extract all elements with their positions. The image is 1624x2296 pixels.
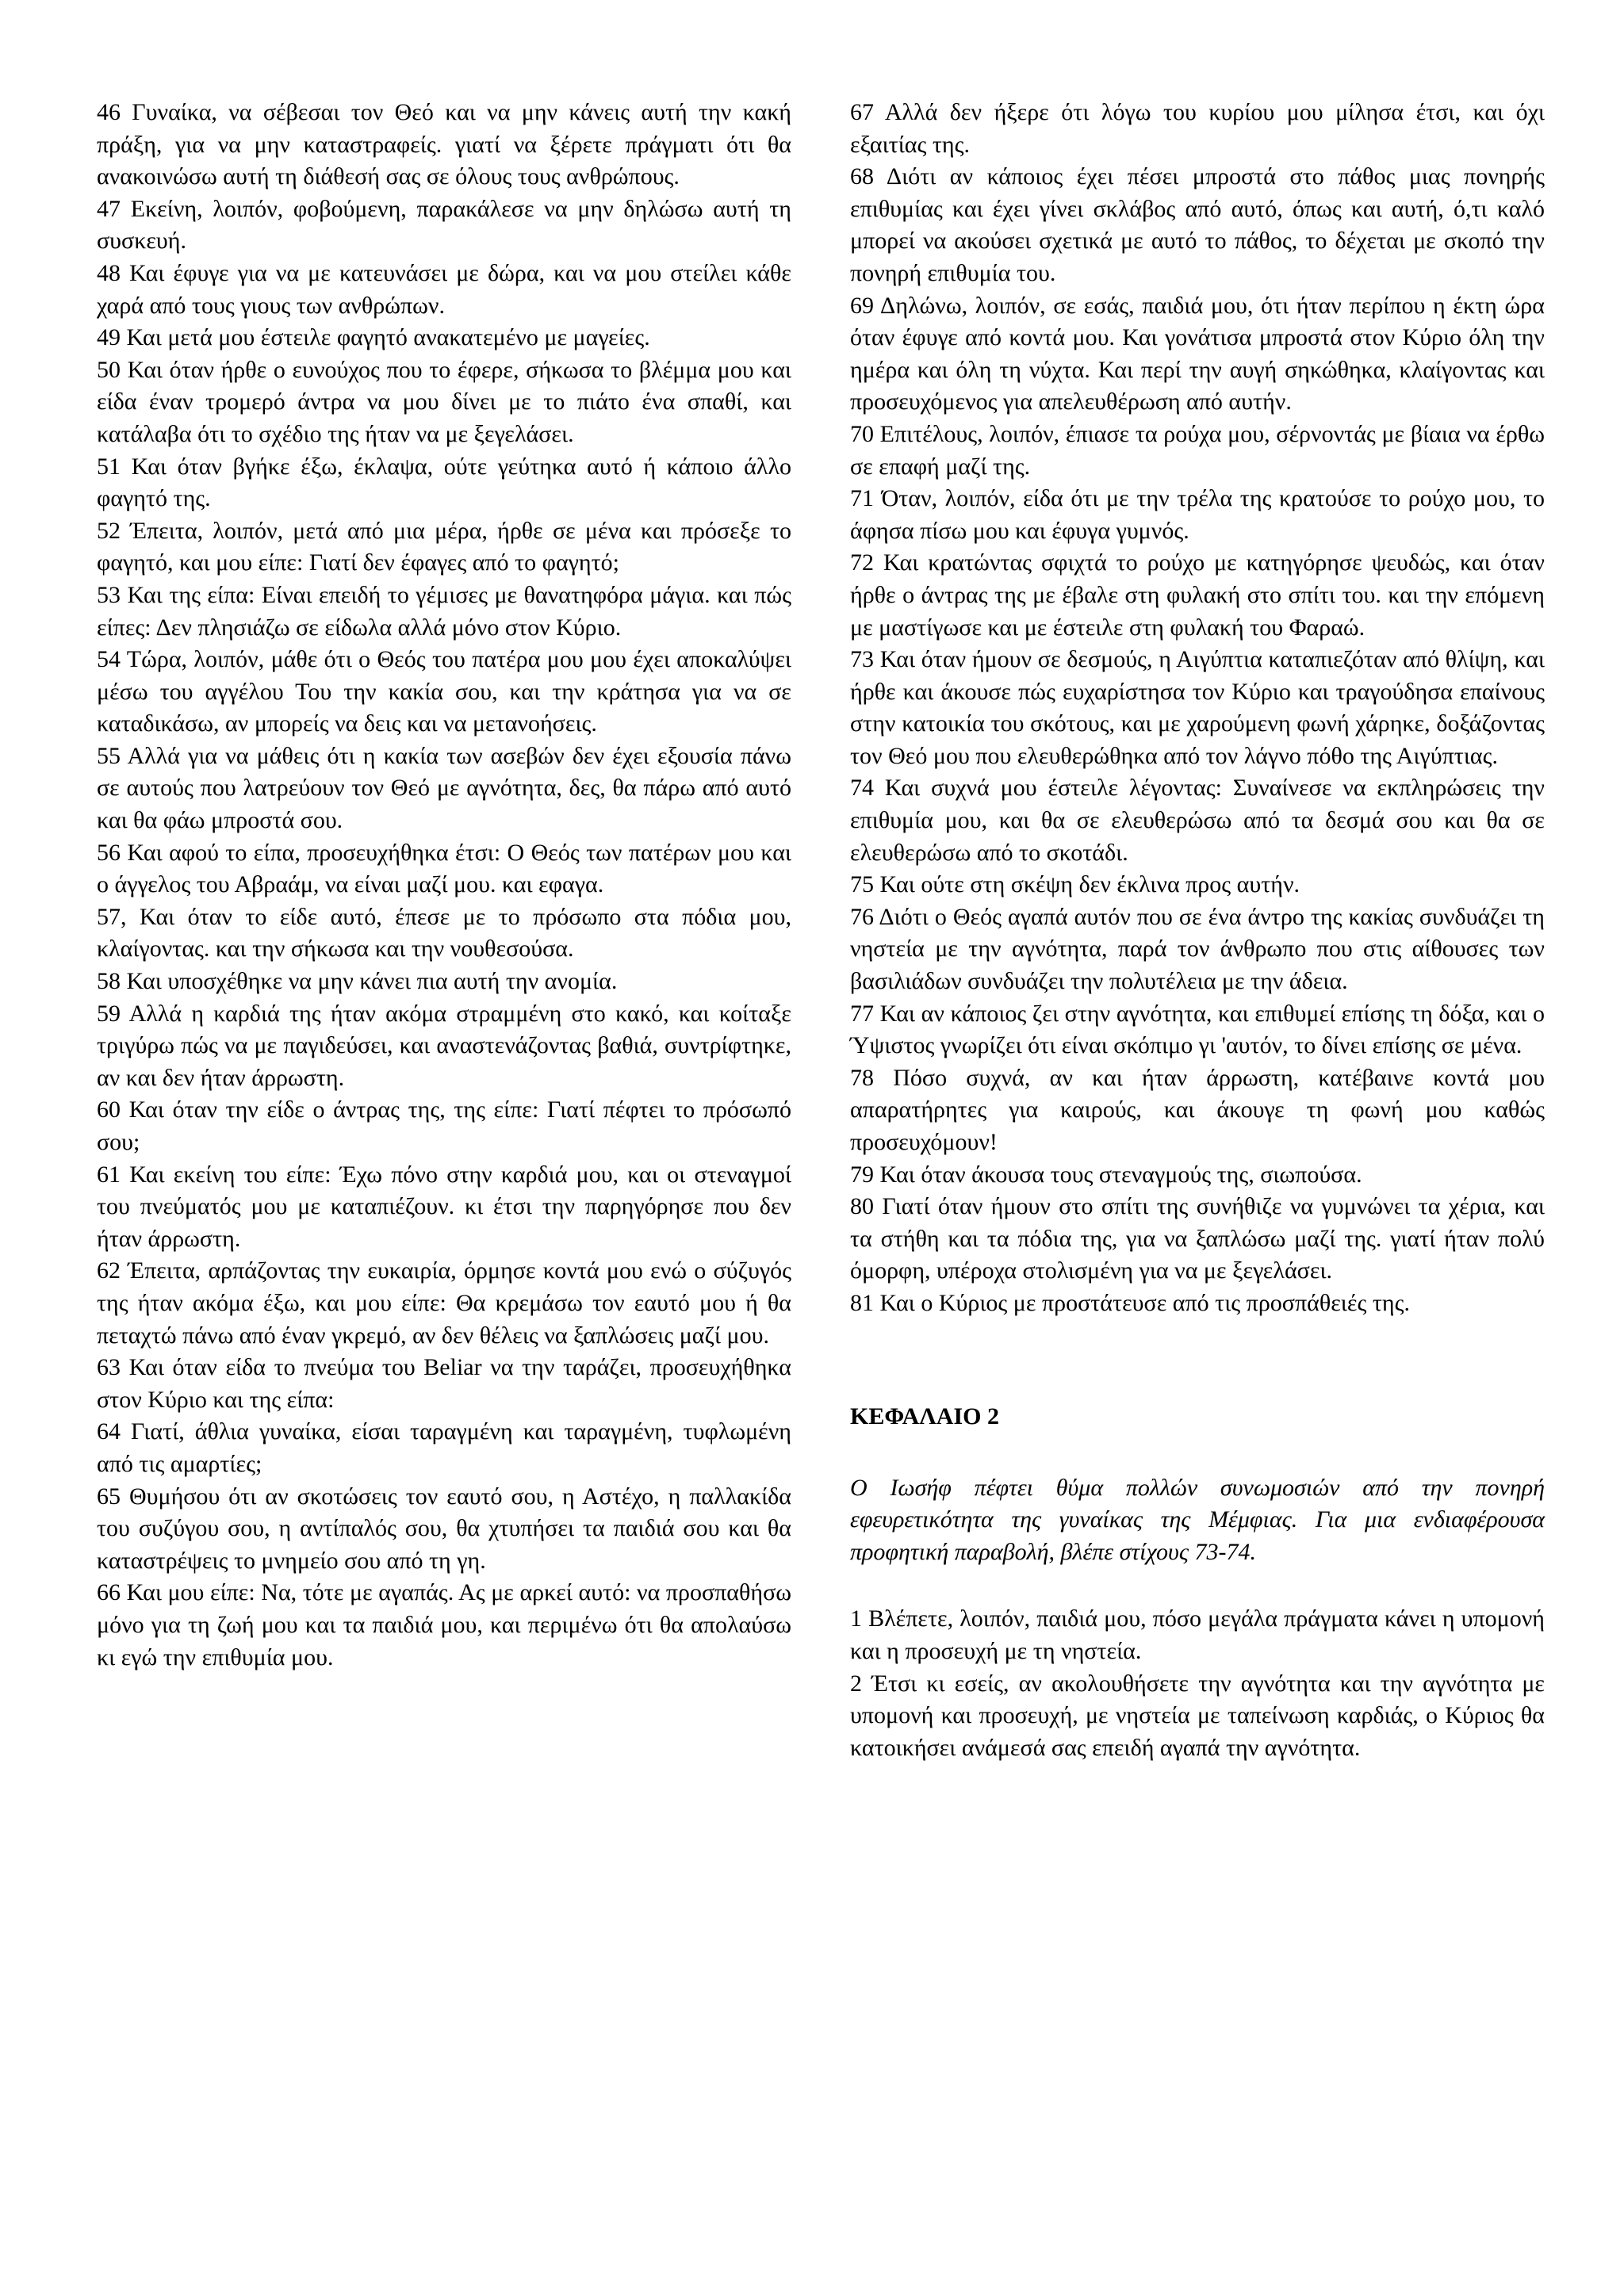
verse-64: 64 Γιατί, άθλια γυναίκα, είσαι ταραγμένη και ταραγμένη, τυφλωμένη από τις αμαρτίες; <box>97 1418 791 1477</box>
verse-57: 57, Και όταν το είδε αυτό, έπεσε με το πρόσωπο στα πόδια μου, κλαίγοντας. και την σήκωσα και την νουθεσούσα. <box>97 903 791 962</box>
verse-56: 56 Και αφού το είπα, προσευχήθηκα έτσι: Ο Θεός των πατέρων μου και ο άγγελος του Αβραάμ, να είναι μαζί μου. και εφαγα. <box>97 839 791 898</box>
chapter-verse-2: 2 Έτσι κι εσείς, αν ακολουθήσετε την αγνότητα και την αγνότητα με υπομονή και προσευχή, με νηστεία με ταπείνωση καρδιάς, ο Κύριος θα κατοικήσει ανάμεσά σας επειδή αγαπά την αγνότητα. <box>850 1670 1545 1761</box>
verse-50: 50 Και όταν ήρθε ο ευνούχος που το έφερε, σήκωσα το βλέμμα μου και είδα έναν τρομερό άντρα να μου δίνει με το πιάτο ένα σπαθί, και κατάλαβα ότι το σχέδιο της ήταν να με ξεγελάσει. <box>97 356 791 447</box>
verse-80: 80 Γιατί όταν ήμουν στο σπίτι της συνήθιζε να γυμνώνει τα χέρια, και τα στήθη και τα πόδια της, για να ξαπλώσω μαζί της. γιατί ήταν πολύ όμορφη, υπέροχα στολισμένη για να με ξεγελάσει. <box>850 1193 1545 1284</box>
verse-72: 72 Και κρατώντας σφιχτά το ρούχο με κατηγόρησε ψευδώς, και όταν ήρθε ο άντρας της με έβαλε στη φυλακή στο σπίτι του. και την επόμενη με μαστίγωσε και με έστειλε στη φυλακή του Φαραώ. <box>850 549 1545 641</box>
verse-61: 61 Και εκείνη του είπε: Έχω πόνο στην καρδιά μου, και οι στεναγμοί του πνεύματός μου με καταπιέζουν. κι έτσι την παρηγόρησε που δεν ήταν άρρωστη. <box>97 1161 791 1252</box>
verse-67: 67 Αλλά δεν ήξερε ότι λόγω του κυρίου μου μίλησα έτσι, και όχι εξαιτίας της. <box>850 99 1545 158</box>
left-column <box>97 97 791 1674</box>
verse-77: 77 Και αν κάποιος ζει στην αγνότητα, και επιθυμεί επίσης τη δόξα, και ο Ύψιστος γνωρίζει ότι είναι σκόπιμο γι 'αυτόν, το δίνει επίσης σε μένα. <box>850 1000 1545 1059</box>
verse-79: 79 Και όταν άκουσα τους στεναγμούς της, σιωπούσα. <box>850 1161 1362 1188</box>
chapter-summary: Ο Ιωσήφ πέφτει θύμα πολλών συνωμοσιών από την πονηρή εφευρετικότητα της γυναίκας της Μέμφιας. Για μια ενδιαφέρουσα προφητική παραβολή, βλέπε στίχους 73-74. <box>850 1474 1545 1565</box>
verse-78: 78 Πόσο συχνά, αν και ήταν άρρωστη, κατέβαινε κοντά μου απαρατήρητες για καιρούς, και άκουγε τη φωνή μου καθώς προσευχόμουν! <box>850 1064 1545 1155</box>
verse-49: 49 Και μετά μου έστειλε φαγητό ανακατεμένο με μαγείες. <box>97 324 650 351</box>
verse-69: 69 Δηλώνω, λοιπόν, σε εσάς, παιδιά μου, ότι ήταν περίπου η έκτη ώρα όταν έφυγε από κοντά μου. Και γονάτισα μπροστά στον Κύριο όλη την ημέρα και όλη τη νύχτα. Και περί την αυγή σηκώθηκα, κλαίγοντας και προσευχόμενος για απελευθέρωση από αυτήν. <box>850 292 1545 415</box>
right-column <box>850 97 1545 1764</box>
verse-55: 55 Αλλά για να μάθεις ότι η κακία των ασεβών δεν έχει εξουσία πάνω σε αυτούς που λατρεύουν τον Θεό με αγνότητα, δες, θα πάρω από αυτό και θα φάω μπροστά σου. <box>97 742 791 834</box>
verse-75: 75 Και ούτε στη σκέψη δεν έκλινα προς αυτήν. <box>850 871 1300 898</box>
chapter-verse-1: 1 Βλέπετε, λοιπόν, παιδιά μου, πόσο μεγάλα πράγματα κάνει η υπομονή και η προσευχή με τη νηστεία. <box>850 1605 1545 1664</box>
verse-47: 47 Εκείνη, λοιπόν, φοβούμενη, παρακάλεσε να μην δηλώσω αυτή τη συσκευή. <box>97 195 791 254</box>
verse-66: 66 Και μου είπε: Να, τότε με αγαπάς. Ας με αρκεί αυτό: να προσπαθήσω μόνο για τη ζωή μου και τα παιδιά μου, και περιμένω ότι θα απολαύσω κι εγώ την επιθυμία μου. <box>97 1579 791 1670</box>
verse-48: 48 Και έφυγε για να με κατευνάσει με δώρα, και να μου στείλει κάθε χαρά από τους γιους των ανθρώπων. <box>97 259 791 319</box>
verse-73: 73 Και όταν ήμουν σε δεσμούς, η Αιγύπτια καταπιεζόταν από θλίψη, και ήρθε και άκουσε πώς ευχαρίστησα τον Κύριο και τραγούδησα επαίνους στην κατοικία του σκότους, και με χαρούμενη φωνή χάρηκε, δοξάζοντας τον Θεό μου που ελευθερώθηκα από τον λάγνο πόθο της Αιγύπτιας. <box>850 646 1545 769</box>
verse-58: 58 Και υποσχέθηκε να μην κάνει πια αυτή την ανομία. <box>97 968 618 995</box>
verse-46: 46 Γυναίκα, να σέβεσαι τον Θεό και να μην κάνεις αυτή την κακή πράξη, για να μην καταστραφείς. γιατί να ξέρετε πράγματι ότι θα ανακοινώσω αυτή τη διάθεσή σας σε όλους τους ανθρώπους. <box>97 99 791 190</box>
verse-63: 63 Και όταν είδα το πνεύμα του Beliar να την ταράζει, προσευχήθηκα στον Κύριο και της είπα: <box>97 1354 791 1413</box>
chapter-title: ΚΕΦΑΛΑΙΟ 2 <box>850 1402 999 1429</box>
verse-70: 70 Επιτέλους, λοιπόν, έπιασε τα ρούχα μου, σέρνοντάς με βίαια να έρθω σε επαφή μαζί της. <box>850 420 1545 480</box>
verse-71: 71 Όταν, λοιπόν, είδα ότι με την τρέλα της κρατούσε το ρούχο μου, το άφησα πίσω μου και έφυγα γυμνός. <box>850 485 1545 544</box>
verse-51: 51 Και όταν βγήκε έξω, έκλαψα, ούτε γεύτηκα αυτό ή κάποιο άλλο φαγητό της. <box>97 453 791 512</box>
verse-76: 76 Διότι ο Θεός αγαπά αυτόν που σε ένα άντρο της κακίας συνδυάζει τη νηστεία με την αγνότητα, παρά τον άνθρωπο που στις αίθουσες των βασιλιάδων συνδυάζει την πολυτέλεια με την άδεια. <box>850 903 1545 995</box>
verse-53: 53 Και της είπα: Είναι επειδή το γέμισες με θανατηφόρα μάγια. και πώς είπες: Δεν πλησιάζω σε είδωλα αλλά μόνο στον Κύριο. <box>97 581 791 641</box>
verse-81: 81 Και ο Κύριος με προστάτευσε από τις προσπάθειές της. <box>850 1289 1410 1316</box>
verse-59: 59 Αλλά η καρδιά της ήταν ακόμα στραμμένη στο κακό, και κοίταξε τριγύρω πώς να με παγιδεύσει, και αναστενάζοντας βαθιά, συντρίφτηκε, αν και δεν ήταν άρρωστη. <box>97 1000 791 1091</box>
verse-60: 60 Και όταν την είδε ο άντρας της, της είπε: Γιατί πέφτει το πρόσωπό σου; <box>97 1096 791 1155</box>
chapter-verses <box>850 1603 1545 1764</box>
verse-65: 65 Θυμήσου ότι αν σκοτώσεις τον εαυτό σου, η Αστέχο, η παλλακίδα του συζύγου σου, η αντίπαλός σου, θα χτυπήσει τα παιδιά σου και θα καταστρέψεις το μνημείο σου από τη γη. <box>97 1483 791 1574</box>
verse-62: 62 Έπειτα, αρπάζοντας την ευκαιρία, όρμησε κοντά μου ενώ ο σύζυγός της ήταν ακόμα έξω, και μου είπε: Θα κρεμάσω τον εαυτό μου ή θα πεταχτώ πάνω από έναν γκρεμό, αν δεν θέλεις να ξαπλώσεις μαζί μου. <box>97 1257 791 1349</box>
verse-54: 54 Τώρα, λοιπόν, μάθε ότι ο Θεός του πατέρα μου μου έχει αποκαλύψει μέσω του αγγέλου Του την κακία σου, και την κράτησα για να σε καταδικάσω, αν μπορείς να δεις και να μετανοήσεις. <box>97 646 791 737</box>
verse-68: 68 Διότι αν κάποιος έχει πέσει μπροστά στο πάθος μιας πονηρής επιθυμίας και έχει γίνει σκλάβος από αυτό, όπως και αυτή, ό,τι καλό μπορεί να ακούσει σχετικά με αυτό το πάθος, το δέχεται με σκοπό την πονηρή επιθυμία του. <box>850 163 1545 286</box>
verse-74: 74 Και συχνά μου έστειλε λέγοντας: Συναίνεσε να εκπληρώσεις την επιθυμία μου, και θα σε ελευθερώσω από τα δεσμά σου και θα σε ελευθερώσω από το σκοτάδι. <box>850 775 1545 866</box>
verse-52: 52 Έπειτα, λοιπόν, μετά από μια μέρα, ήρθε σε μένα και πρόσεξε το φαγητό, και μου είπε: Γιατί δεν έφαγες από το φαγητό; <box>97 517 791 576</box>
